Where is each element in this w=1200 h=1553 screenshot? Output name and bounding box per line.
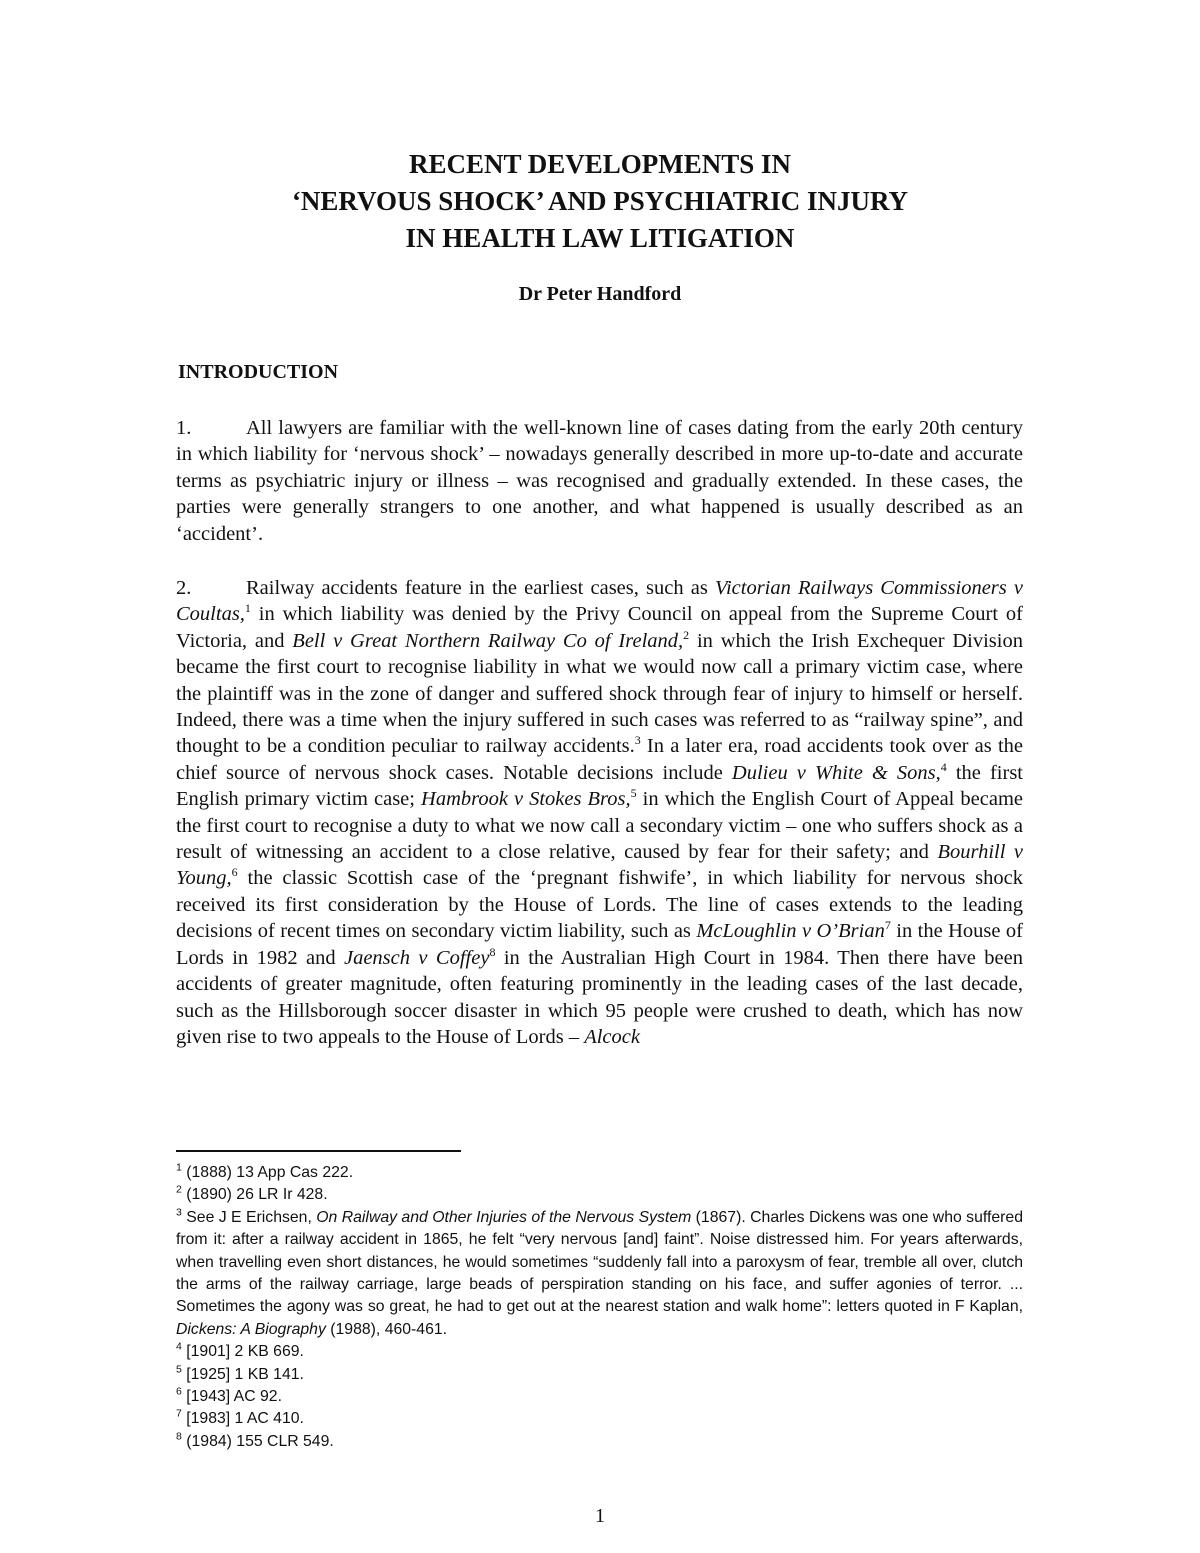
footnote-ref[interactable]: 6 (231, 865, 238, 880)
case-name: Jaensch v Coffey (343, 946, 490, 969)
paragraph-number: 2. (176, 577, 192, 599)
footnote-8 (176, 1431, 1023, 1453)
text-run: in which liability was denied by the Privy Council on appeal from the Supreme Court of Victoria, and (176, 603, 1023, 652)
case-name: Bourhill v Young, (176, 841, 1023, 890)
footnote-4 (176, 1341, 1023, 1363)
footnotes (176, 1162, 1023, 1453)
paragraph-number: 1. (176, 417, 192, 439)
page-number: 1 (595, 1505, 605, 1527)
section-heading: INTRODUCTION (178, 361, 339, 383)
footnote-ref[interactable]: 8 (489, 944, 496, 959)
footnote-1 (176, 1162, 1023, 1184)
footnote-7 (176, 1408, 1023, 1430)
case-name: Victorian Railways Commissioners v Coultas, (176, 577, 1023, 626)
footnote-text: (1890) 26 LR Ir 428. (181, 1186, 328, 1204)
case-name: Alcock (584, 1025, 640, 1048)
footnote-number: 8 (176, 1430, 182, 1443)
paragraph-1 (176, 415, 1023, 547)
footnote-2 (176, 1184, 1023, 1206)
text-run: in the House of Lords in 1982 and (176, 920, 1023, 969)
footnote-ref[interactable]: 2 (683, 627, 690, 642)
text-run: the first English primary victim case; (176, 761, 1023, 811)
footnote-ref[interactable]: 5 (630, 786, 637, 801)
text-run: In a later era, road accidents took over as the chief source of nervous shock cases. Notable decisions include (176, 735, 1023, 784)
book-title: Dickens: A Biography (176, 1320, 326, 1338)
footnote-6 (176, 1386, 1023, 1408)
case-name: Dulieu v White & Sons, (731, 761, 941, 784)
footnote-text: [1983] 1 AC 410. (181, 1410, 304, 1428)
footnote-text: (1867). Charles Dickens was one who suffered from it: after a railway accident in 1865, he felt “very nervous [and] faint”. Noise distressed him. For years afterwards, when travelling even short distances, he would sometimes “suddenly fall into a paroxysm of fear, tremble all over, clutch the arms of the railway carriage, large beads of perspiration standing on his face, and suffer agonies of terror. ... Sometimes the agony was so great, he had to get out at the nearest station and walk home”: letters quoted in F Kaplan, (176, 1208, 1023, 1316)
paragraph-2 (176, 575, 1023, 1050)
footnote-5 (176, 1364, 1023, 1386)
footnote-number: 2 (176, 1184, 182, 1197)
text-run: the classic Scottish case of the ‘pregnant fishwife’, in which liability for nervous shock received its first consideration by the House of Lords. The line of cases extends to the leading decisions of recent times on secondary victim liability, such as (176, 867, 1023, 943)
case-name: Hambrook v Stokes Bros, (421, 788, 631, 811)
title-line-2: ‘NERVOUS SHOCK’ AND PSYCHIATRIC INJURY (291, 186, 909, 216)
case-name: Bell v Great Northern Railway Co of Ireland, (292, 629, 684, 652)
footnote-ref[interactable]: 4 (940, 760, 947, 775)
text-run: Railway accidents feature in the earliest cases, such as (246, 577, 715, 599)
footnote-text: [1925] 1 KB 141. (181, 1365, 304, 1383)
footnote-ref[interactable]: 3 (634, 733, 641, 748)
footnote-text: (1888) 13 App Cas 222. (181, 1164, 354, 1181)
footnote-number: 6 (176, 1385, 182, 1398)
text-run: in which the English Court of Appeal became the first court to recognise a duty to what we now call a secondary victim – one who suffers shock as a result of witnessing an accident to a close relative, caused by fear for their safety; and (176, 788, 1023, 864)
footnote-number: 5 (176, 1363, 182, 1376)
footnote-divider (176, 1150, 461, 1152)
case-name: McLoughlin v O’Brian (696, 920, 885, 943)
text-run: in the Australian High Court in 1984. Then there have been accidents of greater magnitude, often featuring prominently in the leading cases of the last decade, such as the Hillsborough soccer disaster in which 95 people were crushed to death, which has now given rise to two appeals to the House of Lords – (176, 946, 1024, 1048)
footnote-number: 1 (176, 1161, 182, 1174)
footnote-ref[interactable]: 1 (244, 601, 251, 616)
footnote-text: See J E Erichsen, (181, 1208, 317, 1226)
text-run: in which the Irish Exchequer Division became the first court to recognise liability in what we would now call a primary victim case, where the plaintiff was in the zone of danger and suffered shock through fear of injury to himself or herself. Indeed, there was a time when the injury suffered in such cases was referred to as “railway spine”, and thought to be a condition peculiar to railway accidents. (176, 629, 1023, 758)
document-title (176, 146, 1024, 257)
paragraph-text: All lawyers are familiar with the well-known line of cases dating from the early 20th century in which liability for ‘nervous shock’ – nowadays generally described in more up-to-date and accurate terms as psychiatric injury or illness – was recognised and gradually extended. In these cases, the parties were generally strangers to one another, and what happened is usually described as an ‘accident’. (176, 417, 1023, 545)
book-title: On Railway and Other Injuries of the Nervous System (316, 1208, 692, 1226)
footnote-text: (1988), 460-461. (325, 1320, 448, 1338)
footnote-number: 7 (176, 1408, 182, 1421)
footnote-ref[interactable]: 7 (884, 918, 891, 933)
footnote-text: (1984) 155 CLR 549. (181, 1432, 334, 1450)
title-line-1: RECENT DEVELOPMENTS IN (408, 149, 792, 179)
title-line-3: IN HEALTH LAW LITIGATION (405, 223, 795, 253)
footnote-number: 3 (176, 1206, 182, 1219)
footnote-text: [1901] 2 KB 669. (181, 1343, 304, 1361)
footnote-number: 4 (176, 1340, 182, 1353)
footnote-3 (176, 1207, 1023, 1341)
footnote-text: [1943] AC 92. (181, 1388, 282, 1406)
author-name: Dr Peter Handford (518, 283, 682, 305)
